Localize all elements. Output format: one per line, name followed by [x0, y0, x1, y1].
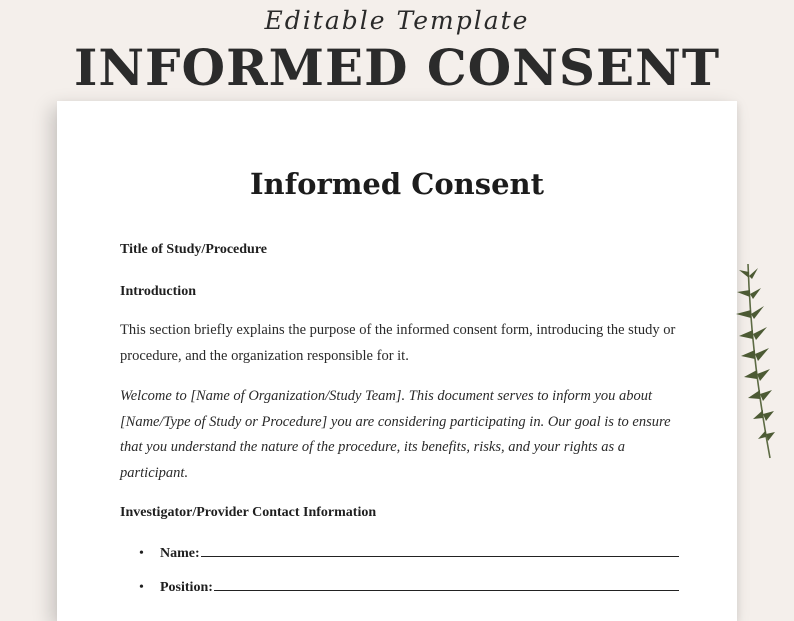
document-title: Informed Consent	[249, 167, 545, 201]
name-field-label: Name:	[160, 546, 200, 561]
banner-script-text: Editable Template	[264, 6, 530, 35]
name-field[interactable]	[139, 544, 679, 562]
banner-title: INFORMED CONSENT	[73, 38, 721, 97]
name-blank-line[interactable]	[201, 544, 679, 557]
contact-info-heading: Investigator/Provider Contact Information	[120, 505, 377, 520]
position-blank-line[interactable]	[214, 578, 679, 591]
position-field-label: Position:	[160, 580, 213, 595]
bullet-icon: •	[139, 580, 144, 595]
document-page	[57, 101, 737, 621]
rosemary-sprig-icon	[720, 262, 780, 462]
introduction-heading: Introduction	[120, 284, 196, 299]
welcome-paragraph: Welcome to [Name of Organization/Study Team]. This document serves to inform you about [Name/Type of Study or Procedure] you are considering participating in. Our goal is to ensure that you understand the nature of the procedure, its benefits, risks, and your rights as a participant.	[120, 388, 671, 481]
position-field[interactable]	[139, 578, 679, 596]
introduction-paragraph: This section briefly explains the purpose of the informed consent form, introducing the study or procedure, and the organization responsible for it.	[120, 322, 676, 364]
bullet-icon: •	[139, 546, 144, 561]
study-title-label: Title of Study/Procedure	[120, 242, 267, 257]
